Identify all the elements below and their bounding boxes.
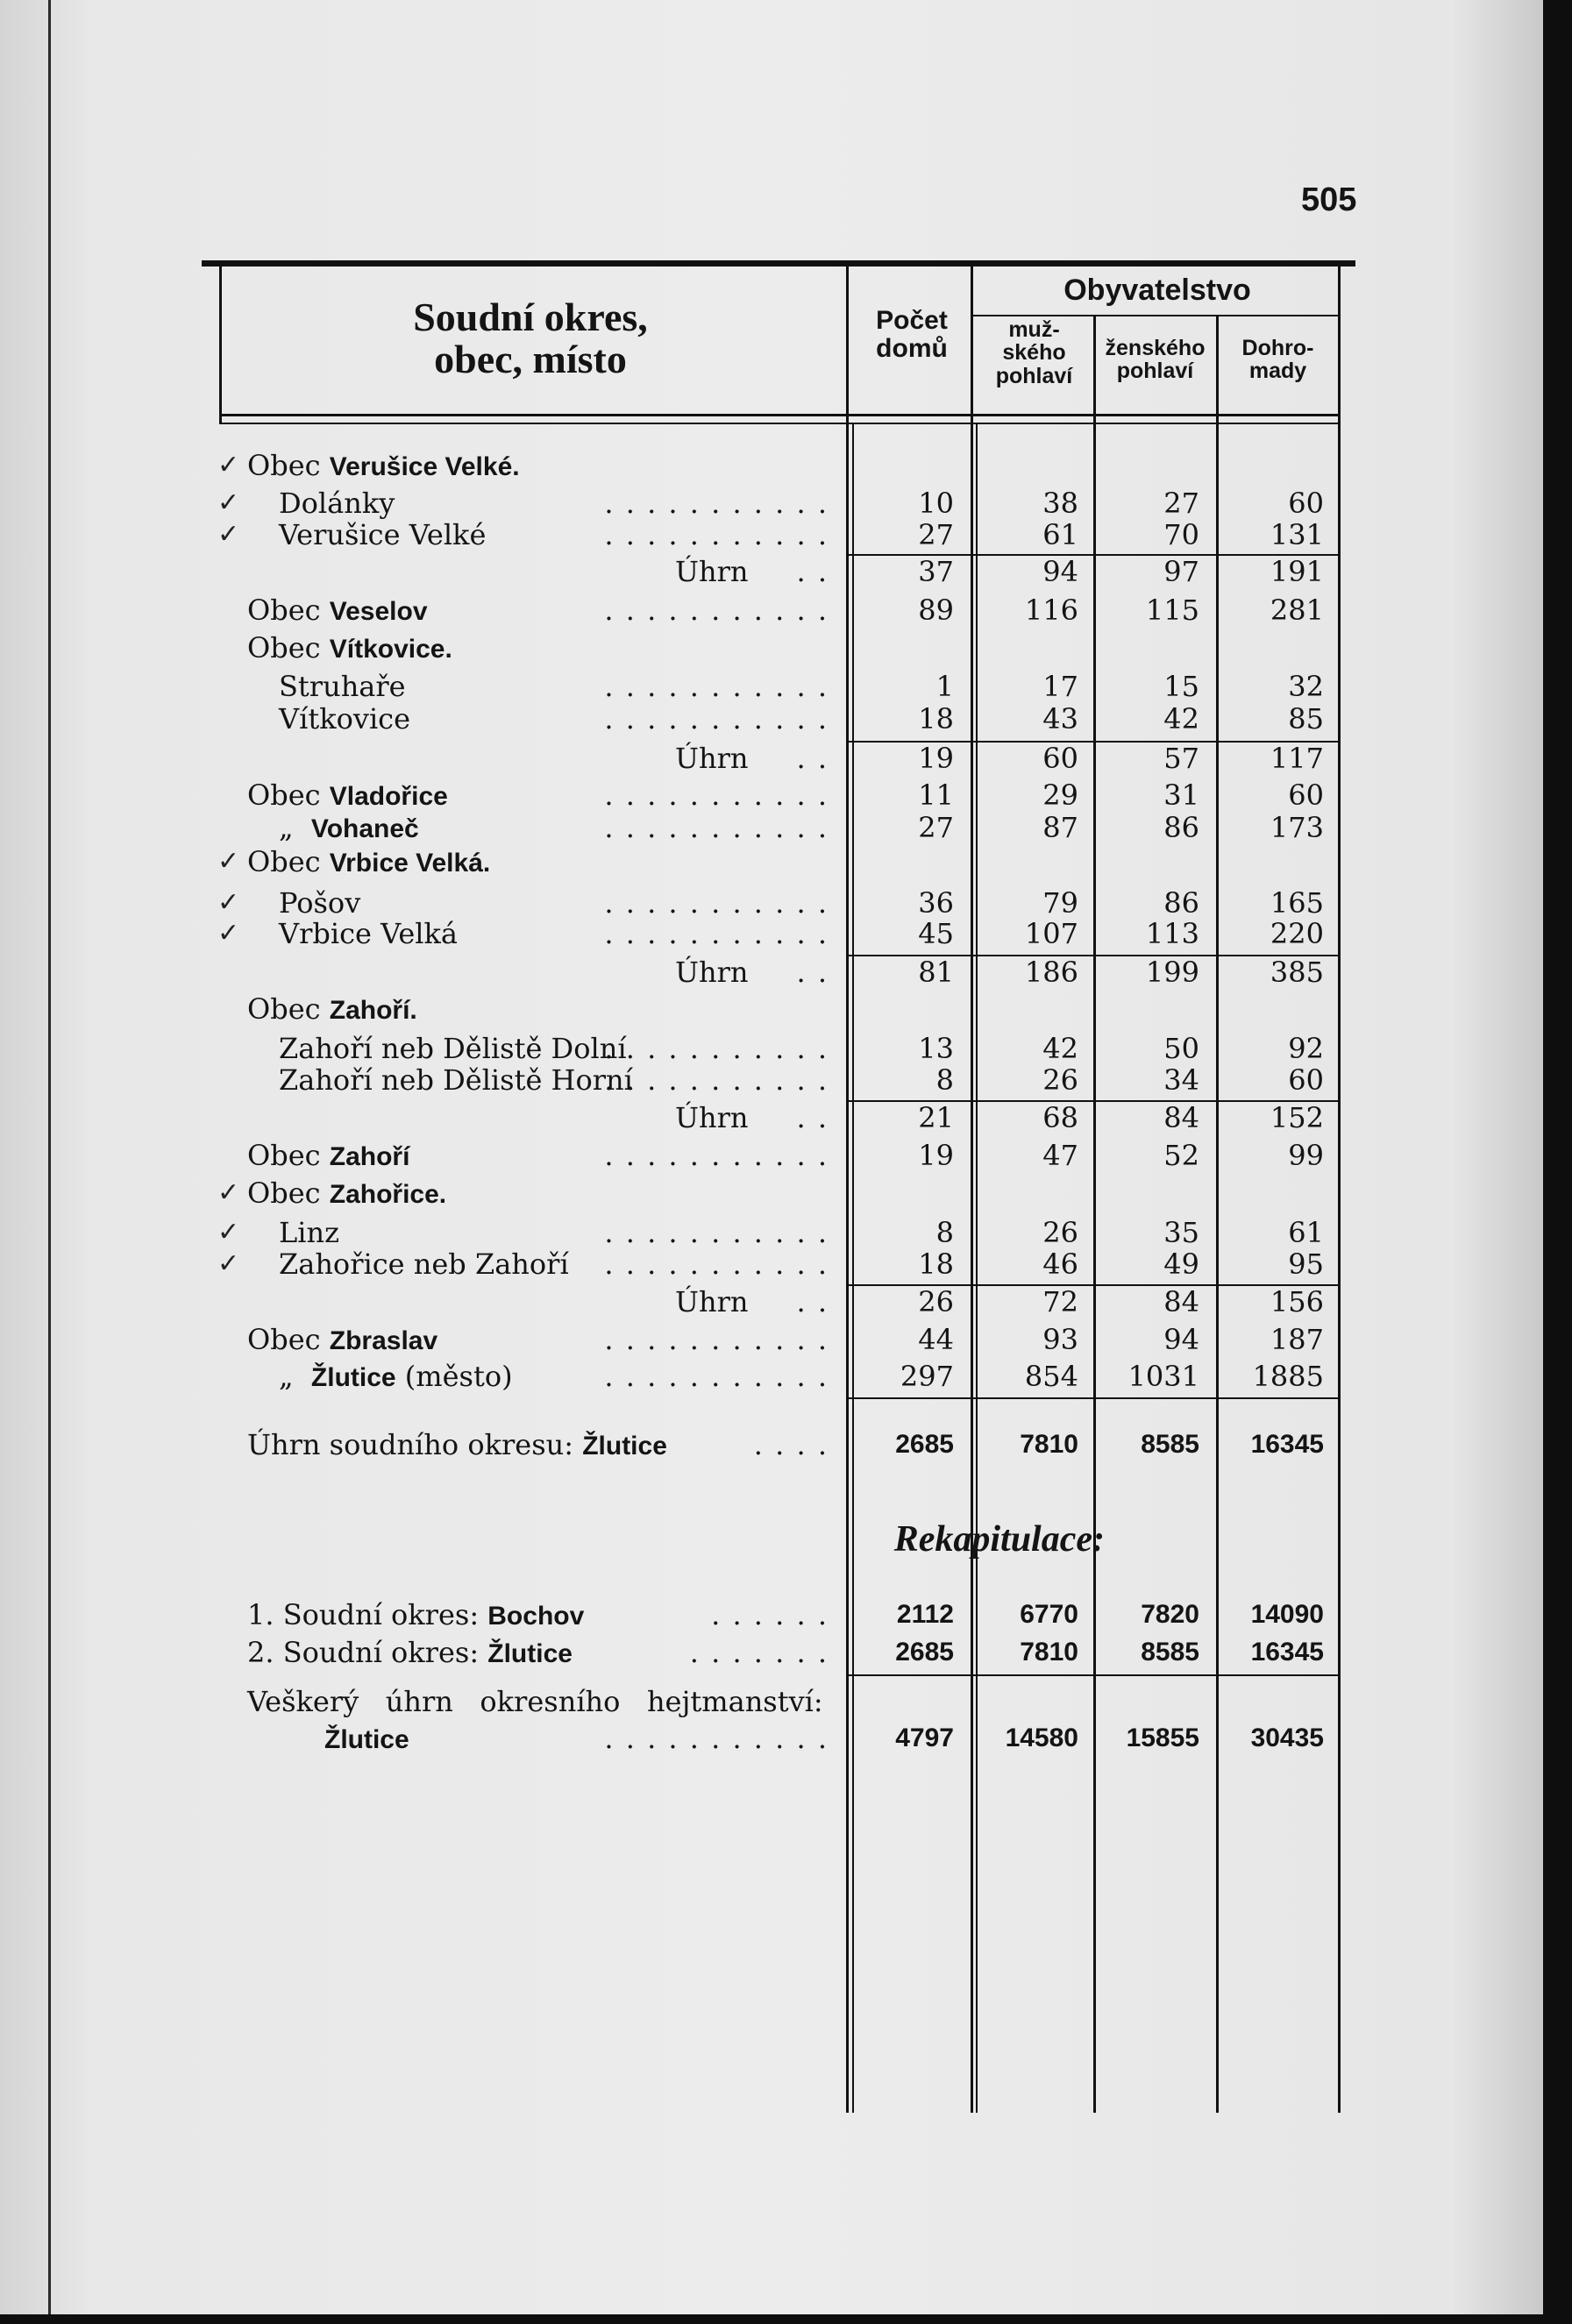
header-district-line2: obec, místo bbox=[434, 337, 627, 382]
cell-houses: 13 bbox=[918, 1032, 954, 1065]
cell-total: 60 bbox=[1288, 778, 1324, 812]
header-total-line2: mady bbox=[1248, 359, 1307, 384]
cell-total: 61 bbox=[1288, 1216, 1324, 1249]
grand-total-line1: Veškerý úhrn okresního hejtmanství: bbox=[247, 1685, 823, 1718]
cell-houses: 89 bbox=[918, 593, 954, 627]
grand-total-label-row bbox=[0, 1684, 1572, 1719]
grand-male: 14580 bbox=[1005, 1723, 1078, 1752]
subtotal-row bbox=[0, 1100, 1572, 1135]
table-row bbox=[0, 1359, 1572, 1394]
total-all: 16345 bbox=[1250, 1430, 1324, 1459]
row-place-name: Vladořice bbox=[329, 782, 448, 811]
row-place-name: Vohaneč bbox=[310, 814, 419, 843]
cell-male: 60 bbox=[1042, 742, 1078, 775]
leader-dots: . . . . . . . . . . . bbox=[604, 1247, 829, 1281]
recap-rule bbox=[849, 1674, 1340, 1676]
cell-female: 1031 bbox=[1127, 1360, 1199, 1393]
total-male: 7810 bbox=[1020, 1430, 1078, 1459]
cell-male: 61 bbox=[1042, 518, 1078, 551]
table-row bbox=[0, 630, 1572, 665]
subtotal-label: Úhrn bbox=[675, 555, 749, 588]
checkmark-icon: ✓ bbox=[217, 1217, 240, 1247]
cell-female: 34 bbox=[1163, 1063, 1199, 1097]
row-place-name: Zahoří neb Dělistě Dolní bbox=[279, 1032, 627, 1065]
cell-houses: 297 bbox=[900, 1360, 954, 1393]
leader-dots: . . . . . . . . . . . bbox=[604, 778, 829, 812]
cell-male: 116 bbox=[1024, 593, 1078, 627]
table-row bbox=[0, 593, 1572, 628]
row-place-name: Žlutice bbox=[310, 1363, 396, 1392]
row-place-name: Vrbice Velká bbox=[279, 917, 458, 950]
header-female-line1: ženského bbox=[1105, 336, 1206, 360]
recap-prefix: 2. Soudní okres: bbox=[247, 1636, 488, 1669]
grand-total-row bbox=[0, 1721, 1572, 1756]
table-row bbox=[0, 1215, 1572, 1250]
cell-male: 17 bbox=[1042, 670, 1078, 703]
recap-houses: 2685 bbox=[895, 1638, 954, 1667]
table-row bbox=[0, 991, 1572, 1027]
table-row bbox=[0, 701, 1572, 736]
row-prefix: Obec bbox=[247, 992, 330, 1026]
row-place-name: Linz bbox=[279, 1216, 339, 1249]
total-female: 8585 bbox=[1141, 1430, 1199, 1459]
recap-row bbox=[0, 1635, 1572, 1670]
table-row bbox=[0, 778, 1572, 813]
row-place-name: Zahořice. bbox=[329, 1180, 447, 1209]
leader-dots: . . bbox=[796, 956, 829, 989]
checkmark-icon: ✓ bbox=[217, 519, 240, 550]
leader-dots: . . . . . . . . . . . bbox=[604, 593, 829, 627]
leader-dots: . . . . . . . . . . . bbox=[604, 886, 829, 920]
row-label bbox=[247, 1176, 446, 1212]
cell-houses: 45 bbox=[918, 917, 954, 950]
cell-houses: 1 bbox=[935, 670, 954, 703]
checkmark-icon: ✓ bbox=[217, 450, 240, 480]
cell-female: 86 bbox=[1163, 886, 1199, 920]
cell-female: 31 bbox=[1163, 778, 1199, 812]
page-number: 505 bbox=[1301, 181, 1357, 218]
leader-dots: . . . . . . . . . . . bbox=[604, 811, 829, 844]
header-bottom-rule bbox=[219, 414, 1338, 416]
row-label bbox=[247, 991, 417, 1028]
cell-female: 70 bbox=[1163, 518, 1199, 551]
cell-total: 156 bbox=[1270, 1285, 1324, 1318]
cell-male: 94 bbox=[1042, 555, 1078, 588]
row-place-name: Vítkovice bbox=[279, 702, 411, 736]
row-prefix: Obec bbox=[247, 631, 330, 665]
total-houses: 2685 bbox=[895, 1430, 954, 1459]
header-houses-line2: domů bbox=[876, 333, 948, 363]
table-row bbox=[0, 486, 1572, 521]
leader-dots: . . bbox=[796, 1101, 829, 1134]
row-prefix: „ bbox=[279, 1360, 311, 1393]
cell-total: 60 bbox=[1288, 487, 1324, 520]
cell-total: 60 bbox=[1288, 1063, 1324, 1097]
cell-total: 1885 bbox=[1252, 1360, 1324, 1393]
grand-houses: 4797 bbox=[895, 1723, 954, 1752]
district-total-name: Žlutice bbox=[582, 1432, 667, 1460]
row-prefix: Obec bbox=[247, 778, 330, 812]
total-rule bbox=[849, 1397, 1340, 1399]
leader-dots: . . . . . . . . . . . bbox=[604, 1360, 829, 1393]
leader-dots: . . bbox=[796, 1285, 829, 1318]
header-district bbox=[219, 296, 842, 381]
cell-total: 99 bbox=[1288, 1139, 1324, 1172]
header-bottom-rule-2 bbox=[219, 423, 1338, 424]
row-prefix: Obec bbox=[247, 845, 330, 878]
cell-female: 94 bbox=[1163, 1323, 1199, 1356]
header-total bbox=[1219, 337, 1337, 383]
cell-male: 43 bbox=[1042, 702, 1078, 736]
table-row bbox=[0, 885, 1572, 920]
leader-dots: . . . . . . . . . . . bbox=[604, 1722, 829, 1755]
cell-female: 113 bbox=[1145, 917, 1199, 950]
table-row bbox=[0, 448, 1572, 483]
cell-male: 68 bbox=[1042, 1101, 1078, 1134]
leader-dots: . . . . . . . . . . . bbox=[604, 1323, 829, 1356]
cell-female: 49 bbox=[1163, 1247, 1199, 1281]
cell-male: 46 bbox=[1042, 1247, 1078, 1281]
cell-female: 115 bbox=[1145, 593, 1199, 627]
top-rule-thick bbox=[202, 260, 1355, 267]
checkmark-icon: ✓ bbox=[217, 1248, 240, 1279]
leader-dots: . . . . . . . . . . . bbox=[604, 670, 829, 703]
cell-houses: 27 bbox=[918, 518, 954, 551]
cell-male: 854 bbox=[1024, 1360, 1078, 1393]
cell-total: 95 bbox=[1288, 1247, 1324, 1281]
leader-dots: . . . . . . . . . . . bbox=[604, 1063, 829, 1097]
table-row bbox=[0, 1176, 1572, 1211]
row-place-name: Vítkovice. bbox=[329, 635, 452, 664]
subtotal-label: Úhrn bbox=[675, 742, 749, 775]
table-row bbox=[0, 1031, 1572, 1066]
leader-dots: . . . . . . bbox=[711, 1598, 829, 1631]
row-place-name: Struhaře bbox=[279, 670, 406, 703]
leader-dots: . . . . . . . . . . . bbox=[604, 518, 829, 551]
cell-female: 27 bbox=[1163, 487, 1199, 520]
cell-female: 84 bbox=[1163, 1285, 1199, 1318]
row-prefix: Obec bbox=[247, 1139, 330, 1172]
subtotal-label: Úhrn bbox=[675, 956, 749, 989]
leader-dots: . . . . . . . . . . . bbox=[604, 1139, 829, 1172]
cell-male: 72 bbox=[1042, 1285, 1078, 1318]
cell-total: 32 bbox=[1288, 670, 1324, 703]
cell-houses: 21 bbox=[918, 1101, 954, 1134]
cell-male: 107 bbox=[1024, 917, 1078, 950]
header-male-line3: pohlaví bbox=[995, 363, 1073, 388]
row-place-name: Verušice Velké. bbox=[329, 452, 520, 481]
table-row bbox=[0, 1138, 1572, 1173]
cell-female: 35 bbox=[1163, 1216, 1199, 1249]
table-row bbox=[0, 1063, 1572, 1098]
table-row bbox=[0, 1247, 1572, 1282]
district-total-prefix: Úhrn soudního okresu: bbox=[247, 1428, 583, 1461]
row-label bbox=[247, 844, 490, 881]
checkmark-icon: ✓ bbox=[217, 487, 240, 518]
table-row bbox=[0, 669, 1572, 704]
recap-male: 6770 bbox=[1020, 1600, 1078, 1629]
grand-total-name: Žlutice bbox=[324, 1725, 409, 1754]
row-place-name: Zbraslav bbox=[329, 1326, 438, 1355]
header-total-line1: Dohro- bbox=[1241, 336, 1314, 360]
cell-houses: 11 bbox=[918, 778, 954, 812]
table-row bbox=[0, 844, 1572, 879]
leader-dots: . . . . . . . . . . . bbox=[604, 487, 829, 520]
recap-houses: 2112 bbox=[896, 1600, 954, 1629]
cell-total: 152 bbox=[1270, 1101, 1324, 1134]
row-place-name: Dolánky bbox=[279, 487, 395, 520]
row-place-name: Zahořice neb Zahoří bbox=[279, 1247, 569, 1281]
grand-female: 15855 bbox=[1126, 1723, 1199, 1752]
leader-dots: . . bbox=[796, 742, 829, 775]
table-row bbox=[0, 810, 1572, 845]
header-male-line2: ského bbox=[1002, 340, 1066, 366]
checkmark-icon: ✓ bbox=[217, 846, 240, 877]
row-place-name: Verušice Velké bbox=[279, 518, 487, 551]
header-district-line1: Soudní okres, bbox=[413, 295, 648, 339]
row-place-name: Zahoří neb Dělistě Horní bbox=[279, 1063, 633, 1097]
cell-male: 29 bbox=[1042, 778, 1078, 812]
cell-total: 281 bbox=[1270, 593, 1324, 627]
cell-female: 86 bbox=[1163, 811, 1199, 844]
cell-total: 220 bbox=[1270, 917, 1324, 950]
cell-total: 173 bbox=[1270, 811, 1324, 844]
recap-prefix: 1. Soudní okres: bbox=[247, 1598, 488, 1631]
leader-dots: . . . . . . . bbox=[689, 1636, 829, 1669]
cell-female: 84 bbox=[1163, 1101, 1199, 1134]
row-prefix: „ bbox=[279, 811, 311, 844]
recap-title: Rekapitulace: bbox=[893, 1519, 1105, 1560]
cell-houses: 18 bbox=[918, 1247, 954, 1281]
cell-male: 38 bbox=[1042, 487, 1078, 520]
header-female bbox=[1096, 337, 1214, 383]
leader-dots: . . bbox=[796, 555, 829, 588]
cell-houses: 37 bbox=[918, 555, 954, 588]
cell-female: 97 bbox=[1163, 555, 1199, 588]
cell-male: 42 bbox=[1042, 1032, 1078, 1065]
checkmark-icon: ✓ bbox=[217, 1177, 240, 1208]
subtotal-row bbox=[0, 741, 1572, 776]
cell-male: 79 bbox=[1042, 886, 1078, 920]
recap-all: 16345 bbox=[1250, 1638, 1324, 1667]
cell-houses: 36 bbox=[918, 886, 954, 920]
recap-row bbox=[0, 1597, 1572, 1632]
cell-houses: 26 bbox=[918, 1285, 954, 1318]
header-population: Obyvatelstvo bbox=[1063, 274, 1251, 307]
row-suffix: (město) bbox=[395, 1360, 513, 1393]
cell-female: 52 bbox=[1163, 1139, 1199, 1172]
cell-houses: 19 bbox=[918, 1139, 954, 1172]
leader-dots: . . . . . . . . . . . bbox=[604, 917, 829, 950]
row-prefix: Obec bbox=[247, 1323, 330, 1356]
cell-total: 191 bbox=[1270, 555, 1324, 588]
header-houses-line1: Počet bbox=[876, 306, 948, 335]
checkmark-icon: ✓ bbox=[217, 887, 240, 918]
cell-total: 131 bbox=[1270, 518, 1324, 551]
obyv-under-rule bbox=[973, 315, 1340, 316]
recap-male: 7810 bbox=[1020, 1638, 1078, 1667]
cell-total: 165 bbox=[1270, 886, 1324, 920]
subtotal-label: Úhrn bbox=[675, 1285, 749, 1318]
row-place-name: Zahoří. bbox=[329, 996, 417, 1025]
recap-all: 14090 bbox=[1250, 1600, 1324, 1629]
row-label bbox=[247, 630, 452, 667]
cell-male: 93 bbox=[1042, 1323, 1078, 1356]
cell-total: 92 bbox=[1288, 1032, 1324, 1065]
cell-houses: 27 bbox=[918, 811, 954, 844]
header-male bbox=[975, 318, 1093, 387]
row-place-name: Veselov bbox=[329, 597, 428, 626]
cell-female: 42 bbox=[1163, 702, 1199, 736]
table-row bbox=[0, 916, 1572, 951]
leader-dots: . . . . . . . . . . . bbox=[604, 1032, 829, 1065]
leader-dots: . . . . . . . . . . . bbox=[604, 702, 829, 736]
header-female-line2: pohlaví bbox=[1116, 359, 1194, 384]
cell-houses: 81 bbox=[918, 956, 954, 989]
cell-houses: 8 bbox=[935, 1063, 954, 1097]
cell-houses: 44 bbox=[918, 1323, 954, 1356]
cell-male: 26 bbox=[1042, 1216, 1078, 1249]
cell-male: 87 bbox=[1042, 811, 1078, 844]
recap-district: Žlutice bbox=[487, 1639, 573, 1668]
row-prefix: Obec bbox=[247, 449, 330, 482]
recap-female: 8585 bbox=[1141, 1638, 1199, 1667]
cell-female: 199 bbox=[1145, 956, 1199, 989]
row-prefix: Obec bbox=[247, 593, 330, 627]
cell-female: 15 bbox=[1163, 670, 1199, 703]
leader-dots: . . . . bbox=[753, 1428, 829, 1461]
cell-houses: 8 bbox=[935, 1216, 954, 1249]
cell-total: 85 bbox=[1288, 702, 1324, 736]
cell-female: 50 bbox=[1163, 1032, 1199, 1065]
row-prefix: Obec bbox=[247, 1176, 330, 1210]
cell-male: 186 bbox=[1024, 956, 1078, 989]
cell-houses: 18 bbox=[918, 702, 954, 736]
subtotal-row bbox=[0, 955, 1572, 990]
row-place-name: Zahoří bbox=[329, 1142, 410, 1171]
subtotal-row bbox=[0, 554, 1572, 589]
cell-houses: 19 bbox=[918, 742, 954, 775]
cell-male: 26 bbox=[1042, 1063, 1078, 1097]
recap-female: 7820 bbox=[1141, 1600, 1199, 1629]
subtotal-label: Úhrn bbox=[675, 1101, 749, 1134]
district-total-row bbox=[0, 1427, 1572, 1462]
cell-female: 57 bbox=[1163, 742, 1199, 775]
subtotal-row bbox=[0, 1284, 1572, 1319]
checkmark-icon: ✓ bbox=[217, 918, 240, 949]
cell-total: 187 bbox=[1270, 1323, 1324, 1356]
row-place-name: Pošov bbox=[279, 886, 361, 920]
cell-total: 117 bbox=[1270, 742, 1324, 775]
leader-dots: . . . . . . . . . . . bbox=[604, 1216, 829, 1249]
recap-district: Bochov bbox=[487, 1602, 585, 1631]
cell-houses: 10 bbox=[918, 487, 954, 520]
row-place-name: Vrbice Velká. bbox=[329, 849, 491, 878]
cell-male: 47 bbox=[1042, 1139, 1078, 1172]
header-male-line1: muž- bbox=[1008, 317, 1060, 342]
grand-all: 30435 bbox=[1250, 1723, 1324, 1752]
table-row bbox=[0, 1322, 1572, 1357]
table-row bbox=[0, 517, 1572, 552]
cell-total: 385 bbox=[1270, 956, 1324, 989]
header-houses bbox=[855, 307, 969, 362]
row-label bbox=[247, 448, 520, 485]
